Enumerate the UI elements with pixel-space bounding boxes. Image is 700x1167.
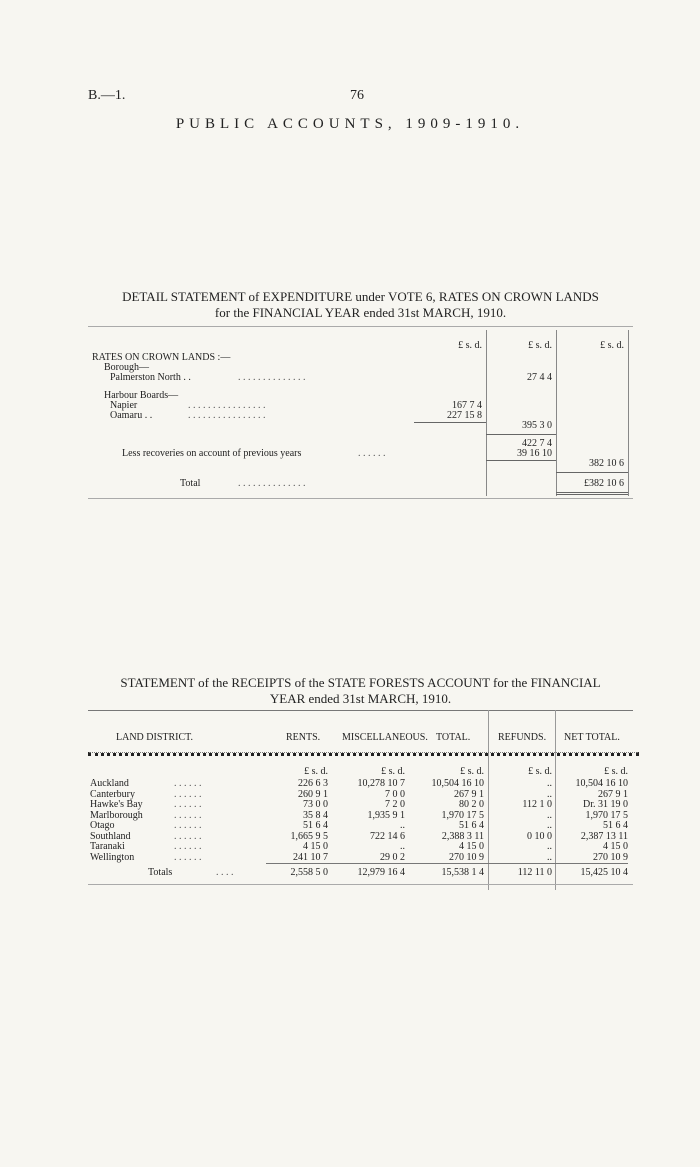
total-value: £382 10 6 bbox=[584, 478, 624, 489]
unit-total: £ s. d. bbox=[460, 766, 484, 777]
totals-total: 15,538 1 4 bbox=[441, 867, 484, 878]
district-name: Southland bbox=[90, 830, 131, 842]
section-label: RATES ON CROWN LANDS :— bbox=[92, 352, 231, 363]
palmerston-label: Palmerston North . . bbox=[110, 372, 191, 383]
cell-rents: 260 9 1 bbox=[298, 788, 328, 800]
col-rents: RENTS. bbox=[286, 732, 321, 743]
district-name: Marlborough bbox=[90, 809, 143, 821]
net-value: 382 10 6 bbox=[589, 458, 624, 469]
totals-misc: 12,979 16 4 bbox=[357, 867, 405, 878]
napier-label: Napier bbox=[110, 400, 138, 411]
district-name: Hawke's Bay bbox=[90, 799, 143, 810]
statement2-title-line1: STATEMENT of the RECEIPTS of the STATE FORESTS ACCOUNT for the FINANCIAL bbox=[120, 675, 601, 690]
cell-total: 51 6 4 bbox=[459, 820, 484, 831]
cell-rents: 73 0 0 bbox=[303, 799, 328, 810]
expenditure-table: £ s. d. £ s. d. £ s. d. RATES ON CROWN LANDS :— Borough— Palmerston North . . . . . . . . . . . . . . . . 27 4 4 Harbour Boards— Napier . . . . . . . . . . . . . . . . 167 7 4 Oamaru . . . . . . . . . . . . . . . . . . 227 15 8 395 3 0 422 7 4 Less recoveries on account of previous years . . . . . . 39 16 10 382 10 6 Total . . . . . . . . . . . . . . £382 10 6 bbox=[88, 322, 633, 504]
district-name: Otago bbox=[90, 820, 115, 831]
totals-label: Totals bbox=[148, 867, 173, 878]
cell-misc: 10,278 10 7 bbox=[357, 778, 405, 789]
cell-net: 1,970 17 5 bbox=[585, 809, 628, 821]
cell-rents: 226 6 3 bbox=[298, 778, 328, 789]
col-land-district: LAND DISTRICT. bbox=[116, 732, 194, 743]
gross-total: 422 7 4 bbox=[522, 438, 552, 449]
col-miscellaneous: MISCELLANEOUS. bbox=[342, 732, 428, 743]
table-row: Canterbury . . . . . . 260 9 1 7 0 0 267 9 1 .. 267 9 1 bbox=[90, 788, 628, 800]
cell-net: 4 15 0 bbox=[603, 841, 628, 852]
cell-rents: 35 8 4 bbox=[303, 809, 328, 821]
unit-misc: £ s. d. bbox=[381, 766, 405, 777]
cell-rents: 4 15 0 bbox=[303, 841, 328, 852]
document-reference: B.—1. bbox=[88, 88, 126, 103]
unit-net: £ s. d. bbox=[604, 766, 628, 777]
cell-total: 10,504 16 10 bbox=[431, 778, 484, 789]
cell-net: 270 10 9 bbox=[593, 851, 628, 863]
cell-total: 80 2 0 bbox=[459, 799, 484, 810]
cell-misc: .. bbox=[400, 820, 405, 831]
cell-misc: 7 0 0 bbox=[385, 788, 405, 800]
table-row: Hawke's Bay . . . . . . 73 0 0 7 2 0 80 2 0 112 1 0 Dr. 31 19 0 bbox=[90, 799, 628, 810]
totals-row: Totals . . . . 2,558 5 0 12,979 16 4 15,538 1 4 112 11 0 15,425 10 4 bbox=[148, 867, 628, 878]
table-row: Otago . . . . . . 51 6 4 .. 51 6 4 .. 51 6 4 bbox=[90, 820, 628, 831]
borough-label: Borough— bbox=[104, 362, 149, 373]
page-number: 76 bbox=[350, 88, 364, 103]
page-title: PUBLIC ACCOUNTS, 1909-1910. bbox=[175, 116, 525, 132]
totals-refunds: 112 11 0 bbox=[517, 867, 552, 878]
col-net-total: NET TOTAL. bbox=[564, 732, 620, 743]
cell-misc: 7 2 0 bbox=[385, 799, 405, 810]
statement2-title-line2: YEAR ended 31st MARCH, 1910. bbox=[269, 691, 452, 706]
unit-rents: £ s. d. bbox=[304, 766, 328, 777]
cell-refunds: .. bbox=[547, 809, 552, 821]
totals-rents: 2,558 5 0 bbox=[290, 867, 328, 878]
totals-net: 15,425 10 4 bbox=[580, 867, 628, 878]
col-head-2: £ s. d. bbox=[528, 340, 552, 351]
napier-value: 167 7 4 bbox=[452, 400, 482, 411]
harbour-subtotal: 395 3 0 bbox=[522, 420, 552, 431]
statement1-title-line2: for the FINANCIAL YEAR ended 31st MARCH, 1910. bbox=[214, 305, 507, 320]
cell-total: 267 9 1 bbox=[454, 788, 484, 800]
cell-rents: 51 6 4 bbox=[303, 820, 328, 831]
col-total: TOTAL. bbox=[436, 732, 471, 743]
total-label: Total bbox=[180, 478, 201, 489]
cell-misc: 722 14 6 bbox=[370, 830, 405, 842]
district-name: Taranaki bbox=[90, 841, 125, 852]
cell-rents: 241 10 7 bbox=[293, 851, 328, 863]
statement1-title-line1: DETAIL STATEMENT of EXPENDITURE under VOTE 6, RATES ON CROWN LANDS bbox=[122, 289, 599, 304]
oamaru-label: Oamaru . . bbox=[110, 410, 153, 421]
table-row: Auckland . . . . . . 226 6 3 10,278 10 7 10,504 16 10 .. 10,504 16 10 bbox=[90, 778, 628, 789]
palmerston-value: 27 4 4 bbox=[527, 372, 552, 383]
district-name: Auckland bbox=[90, 778, 129, 789]
cell-net: 2,387 13 11 bbox=[580, 830, 628, 842]
cell-refunds: 0 10 0 bbox=[527, 830, 552, 842]
oamaru-value: 227 15 8 bbox=[447, 410, 482, 421]
table-row: Wellington . . . . . . 241 10 7 29 0 2 270 10 9 .. 270 10 9 bbox=[90, 851, 628, 863]
cell-total: 2,388 3 11 bbox=[441, 830, 484, 842]
cell-misc: 1,935 9 1 bbox=[367, 809, 405, 821]
cell-misc: .. bbox=[400, 841, 405, 852]
cell-net: 51 6 4 bbox=[603, 820, 628, 831]
table-row: Marlborough . . . . . . 35 8 4 1,935 9 1 1,970 17 5 .. 1,970 17 5 bbox=[90, 809, 628, 821]
receipts-table bbox=[88, 710, 633, 890]
cell-rents: 1,665 9 5 bbox=[290, 830, 328, 842]
cell-total: 1,970 17 5 bbox=[441, 809, 484, 821]
district-name: Wellington bbox=[90, 851, 135, 863]
cell-refunds: .. bbox=[547, 851, 552, 863]
col-refunds: REFUNDS. bbox=[498, 732, 547, 743]
table-row: Southland . . . . . . 1,665 9 5 722 14 6 2,388 3 11 0 10 0 2,387 13 11 bbox=[90, 830, 628, 842]
cell-refunds: 112 1 0 bbox=[522, 799, 552, 810]
cell-refunds: .. bbox=[547, 788, 552, 800]
cell-misc: 29 0 2 bbox=[380, 851, 405, 863]
cell-total: 4 15 0 bbox=[459, 841, 484, 852]
cell-refunds: .. bbox=[547, 778, 552, 789]
table-row: Taranaki . . . . . . 4 15 0 .. 4 15 0 .. 4 15 0 bbox=[90, 841, 628, 852]
less-recoveries-label: Less recoveries on account of previous years bbox=[122, 448, 302, 459]
col-head-3: £ s. d. bbox=[600, 340, 624, 351]
less-recoveries-value: 39 16 10 bbox=[517, 448, 552, 459]
cell-net: 10,504 16 10 bbox=[575, 778, 628, 789]
unit-refunds: £ s. d. bbox=[528, 766, 552, 777]
col-head-1: £ s. d. bbox=[458, 340, 482, 351]
cell-net: Dr. 31 19 0 bbox=[583, 799, 628, 810]
district-name: Canterbury bbox=[90, 788, 135, 800]
cell-total: 270 10 9 bbox=[449, 851, 484, 863]
cell-refunds: .. bbox=[547, 841, 552, 852]
cell-net: 267 9 1 bbox=[598, 788, 628, 800]
harbour-label: Harbour Boards— bbox=[104, 390, 179, 401]
cell-refunds: .. bbox=[547, 820, 552, 831]
